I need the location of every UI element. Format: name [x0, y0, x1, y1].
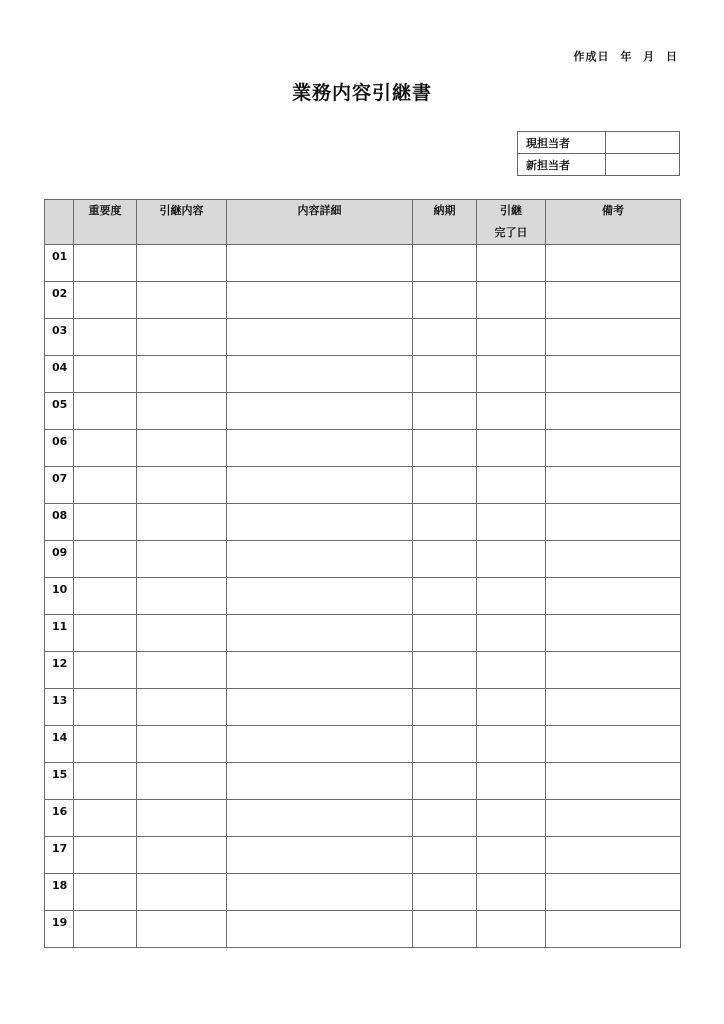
row-number: 02 — [45, 282, 74, 319]
remarks-cell[interactable] — [546, 652, 681, 689]
remarks-cell[interactable] — [546, 837, 681, 874]
remarks-cell[interactable] — [546, 615, 681, 652]
table-row — [45, 874, 681, 911]
row-number: 04 — [45, 356, 74, 393]
remarks-cell[interactable] — [546, 356, 681, 393]
row-number: 10 — [45, 578, 74, 615]
table-row — [45, 689, 681, 726]
completion-cell[interactable] — [477, 319, 546, 356]
col-header-remarks: 備考 — [546, 200, 681, 245]
importance-cell[interactable] — [74, 800, 137, 837]
handover-cell[interactable] — [137, 319, 227, 356]
importance-cell[interactable] — [74, 467, 137, 504]
remarks-cell[interactable] — [546, 282, 681, 319]
col-header-deadline: 納期 — [413, 200, 477, 245]
remarks-cell[interactable] — [546, 504, 681, 541]
row-number: 05 — [45, 393, 74, 430]
handover-cell[interactable] — [137, 467, 227, 504]
remarks-cell[interactable] — [546, 467, 681, 504]
completion-cell[interactable] — [477, 393, 546, 430]
month-label: 月 — [643, 50, 656, 63]
row-number: 01 — [45, 245, 74, 282]
handover-cell[interactable] — [137, 763, 227, 800]
deadline-cell[interactable] — [413, 282, 477, 319]
detail-cell[interactable] — [227, 726, 413, 763]
deadline-cell[interactable] — [413, 467, 477, 504]
row-number: 03 — [45, 319, 74, 356]
row-number: 06 — [45, 430, 74, 467]
remarks-cell[interactable] — [546, 245, 681, 282]
completion-cell[interactable] — [477, 615, 546, 652]
new-assignee-label: 新担当者 — [518, 154, 606, 176]
remarks-cell[interactable] — [546, 911, 681, 948]
remarks-cell[interactable] — [546, 578, 681, 615]
deadline-cell[interactable] — [413, 356, 477, 393]
handover-cell[interactable] — [137, 615, 227, 652]
handover-cell[interactable] — [137, 430, 227, 467]
deadline-cell[interactable] — [413, 763, 477, 800]
row-number: 18 — [45, 874, 74, 911]
deadline-cell[interactable] — [413, 615, 477, 652]
table-row — [45, 726, 681, 763]
table-row — [45, 430, 681, 467]
handover-cell[interactable] — [137, 282, 227, 319]
deadline-cell[interactable] — [413, 837, 477, 874]
deadline-cell[interactable] — [413, 578, 477, 615]
deadline-cell[interactable] — [413, 652, 477, 689]
deadline-cell[interactable] — [413, 245, 477, 282]
importance-cell[interactable] — [74, 282, 137, 319]
handover-cell[interactable] — [137, 356, 227, 393]
remarks-cell[interactable] — [546, 726, 681, 763]
detail-cell[interactable] — [227, 763, 413, 800]
handover-cell[interactable] — [137, 726, 227, 763]
deadline-cell[interactable] — [413, 430, 477, 467]
completion-cell[interactable] — [477, 245, 546, 282]
table-row — [45, 911, 681, 948]
importance-cell[interactable] — [74, 578, 137, 615]
detail-cell[interactable] — [227, 245, 413, 282]
detail-cell[interactable] — [227, 837, 413, 874]
remarks-cell[interactable] — [546, 800, 681, 837]
row-number: 14 — [45, 726, 74, 763]
handover-table — [44, 199, 681, 948]
col-header-completion — [477, 200, 546, 245]
completion-cell[interactable] — [477, 763, 546, 800]
remarks-cell[interactable] — [546, 393, 681, 430]
handover-cell[interactable] — [137, 911, 227, 948]
deadline-cell[interactable] — [413, 911, 477, 948]
importance-cell[interactable] — [74, 911, 137, 948]
new-assignee-row — [518, 154, 680, 176]
completion-cell[interactable] — [477, 874, 546, 911]
table-row — [45, 615, 681, 652]
handover-cell[interactable] — [137, 837, 227, 874]
detail-cell[interactable] — [227, 541, 413, 578]
table-row — [45, 541, 681, 578]
row-number: 09 — [45, 541, 74, 578]
detail-cell[interactable] — [227, 393, 413, 430]
importance-cell[interactable] — [74, 393, 137, 430]
created-label: 作成日 — [573, 50, 610, 63]
row-number: 11 — [45, 615, 74, 652]
detail-cell[interactable] — [227, 689, 413, 726]
importance-cell[interactable] — [74, 245, 137, 282]
table-row — [45, 245, 681, 282]
table-row — [45, 578, 681, 615]
remarks-cell[interactable] — [546, 689, 681, 726]
creation-date-line — [573, 48, 678, 64]
detail-cell[interactable] — [227, 356, 413, 393]
detail-cell[interactable] — [227, 467, 413, 504]
remarks-cell[interactable] — [546, 763, 681, 800]
row-number: 19 — [45, 911, 74, 948]
completion-cell[interactable] — [477, 911, 546, 948]
handover-cell[interactable] — [137, 800, 227, 837]
handover-cell[interactable] — [137, 578, 227, 615]
remarks-cell[interactable] — [546, 874, 681, 911]
importance-cell[interactable] — [74, 874, 137, 911]
deadline-cell[interactable] — [413, 504, 477, 541]
deadline-cell[interactable] — [413, 874, 477, 911]
completion-cell[interactable] — [477, 430, 546, 467]
handover-cell[interactable] — [137, 541, 227, 578]
row-number: 08 — [45, 504, 74, 541]
deadline-cell[interactable] — [413, 541, 477, 578]
col-header-completion-line2: 完了日 — [494, 226, 528, 239]
row-number: 07 — [45, 467, 74, 504]
remarks-cell[interactable] — [546, 319, 681, 356]
completion-cell[interactable] — [477, 541, 546, 578]
row-number: 16 — [45, 800, 74, 837]
current-assignee-field[interactable] — [606, 132, 680, 154]
completion-cell[interactable] — [477, 800, 546, 837]
detail-cell[interactable] — [227, 319, 413, 356]
importance-cell[interactable] — [74, 726, 137, 763]
completion-cell[interactable] — [477, 689, 546, 726]
detail-cell[interactable] — [227, 874, 413, 911]
detail-cell[interactable] — [227, 504, 413, 541]
completion-cell[interactable] — [477, 504, 546, 541]
importance-cell[interactable] — [74, 615, 137, 652]
detail-cell[interactable] — [227, 911, 413, 948]
deadline-cell[interactable] — [413, 689, 477, 726]
row-number: 15 — [45, 763, 74, 800]
deadline-cell[interactable] — [413, 319, 477, 356]
row-number: 12 — [45, 652, 74, 689]
completion-cell[interactable] — [477, 282, 546, 319]
importance-cell[interactable] — [74, 652, 137, 689]
completion-cell[interactable] — [477, 652, 546, 689]
completion-cell[interactable] — [477, 356, 546, 393]
col-header-detail: 内容詳細 — [227, 200, 413, 245]
table-row — [45, 800, 681, 837]
importance-cell[interactable] — [74, 689, 137, 726]
table-row — [45, 282, 681, 319]
handover-cell[interactable] — [137, 245, 227, 282]
col-header-handover: 引継内容 — [137, 200, 227, 245]
remarks-cell[interactable] — [546, 541, 681, 578]
completion-cell[interactable] — [477, 726, 546, 763]
table-row — [45, 763, 681, 800]
completion-cell[interactable] — [477, 837, 546, 874]
importance-cell[interactable] — [74, 430, 137, 467]
detail-cell[interactable] — [227, 578, 413, 615]
row-number: 17 — [45, 837, 74, 874]
row-number: 13 — [45, 689, 74, 726]
importance-cell[interactable] — [74, 541, 137, 578]
col-header-completion-line1: 引継 — [500, 204, 522, 217]
table-row — [45, 467, 681, 504]
table-row — [45, 504, 681, 541]
importance-cell[interactable] — [74, 837, 137, 874]
document-title: 業務内容引継書 — [291, 82, 432, 104]
deadline-cell[interactable] — [413, 393, 477, 430]
table-row — [45, 356, 681, 393]
completion-cell[interactable] — [477, 467, 546, 504]
remarks-cell[interactable] — [546, 430, 681, 467]
handover-cell[interactable] — [137, 504, 227, 541]
importance-cell[interactable] — [74, 356, 137, 393]
importance-cell[interactable] — [74, 763, 137, 800]
table-row — [45, 393, 681, 430]
handover-cell[interactable] — [137, 652, 227, 689]
current-assignee-row — [518, 132, 680, 154]
detail-cell[interactable] — [227, 430, 413, 467]
detail-cell[interactable] — [227, 652, 413, 689]
handover-cell[interactable] — [137, 689, 227, 726]
deadline-cell[interactable] — [413, 800, 477, 837]
current-assignee-label: 現担当者 — [518, 132, 606, 154]
assignee-table — [517, 131, 680, 176]
new-assignee-field[interactable] — [606, 154, 680, 176]
table-row — [45, 319, 681, 356]
table-row — [45, 837, 681, 874]
table-row — [45, 652, 681, 689]
deadline-cell[interactable] — [413, 726, 477, 763]
year-label: 年 — [620, 50, 633, 63]
handover-cell[interactable] — [137, 393, 227, 430]
table-body — [45, 245, 681, 948]
detail-cell[interactable] — [227, 800, 413, 837]
day-label: 日 — [666, 50, 678, 63]
detail-cell[interactable] — [227, 282, 413, 319]
importance-cell[interactable] — [74, 319, 137, 356]
col-header-importance: 重要度 — [74, 200, 137, 245]
completion-cell[interactable] — [477, 578, 546, 615]
handover-cell[interactable] — [137, 874, 227, 911]
col-header-no — [45, 200, 74, 245]
detail-cell[interactable] — [227, 615, 413, 652]
header-row — [45, 200, 681, 245]
importance-cell[interactable] — [74, 504, 137, 541]
